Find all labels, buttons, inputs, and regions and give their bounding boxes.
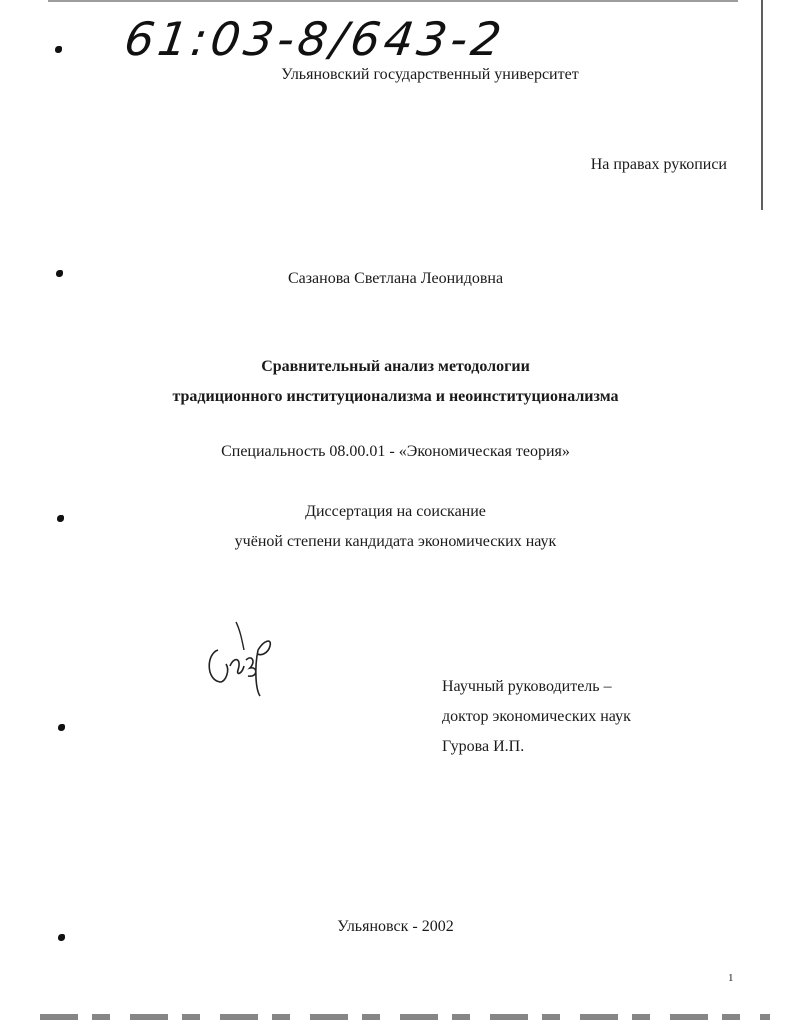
supervisor-degree: доктор экономических наук xyxy=(442,708,631,725)
manuscript-note: На правах рукописи xyxy=(590,156,727,173)
author-name: Сазанова Светлана Леонидовна xyxy=(287,270,504,287)
supervisor-label: Научный руководитель – xyxy=(442,678,612,695)
scan-edge-right xyxy=(761,0,763,210)
specialty: Специальность 08.00.01 - «Экономическая теория» xyxy=(221,443,570,460)
page-number: 1 xyxy=(728,972,734,984)
thesis-title-line-1: Сравнительный анализ методологии xyxy=(261,358,530,375)
supervisor-name: Гурова И.П. xyxy=(442,738,525,755)
place-and-year: Ульяновск - 2002 xyxy=(337,918,454,935)
scan-edge-top xyxy=(48,0,738,2)
dissertation-line-2: учёной степени кандидата экономических наук xyxy=(234,533,557,550)
scan-edge-bottom xyxy=(40,1014,770,1020)
handwritten-signature xyxy=(200,610,280,700)
university-name: Ульяновский государственный университет xyxy=(281,66,579,83)
dissertation-line-1: Диссертация на соискание xyxy=(305,503,486,520)
punch-hole-mark xyxy=(58,724,65,731)
thesis-title-line-2: традиционного институционализма и неоинституционализма xyxy=(172,388,619,405)
punch-hole-mark xyxy=(55,46,62,53)
handwritten-catalog-code: 61:03-8/643-2 xyxy=(121,12,509,66)
